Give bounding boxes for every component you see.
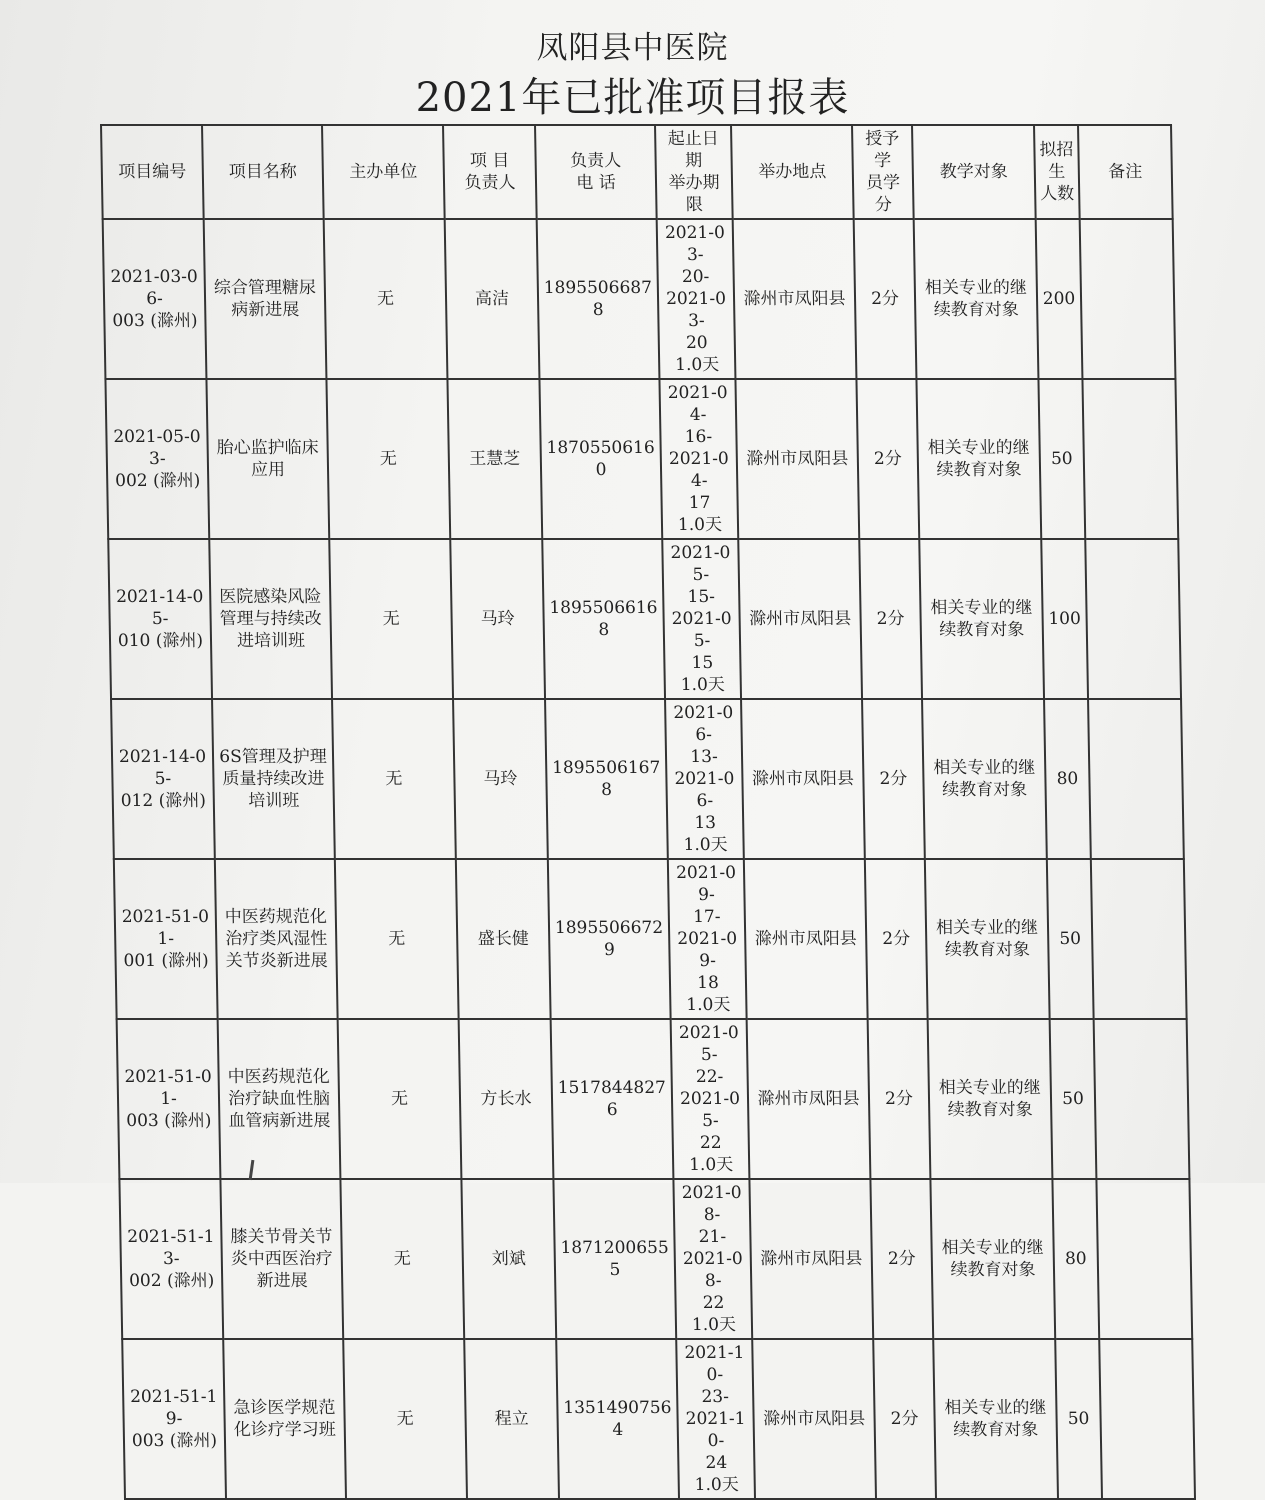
cell-venue: 滁州市凤阳县 (738, 539, 862, 699)
cell-code: 2021-05-03- 002 (滁州) (105, 379, 209, 539)
cell-phone: 18955066878 (537, 219, 660, 379)
cell-target: 相关专业的继 续教育对象 (922, 699, 1047, 859)
cell-quota: 200 (1036, 219, 1083, 379)
cell-host: 无 (335, 859, 459, 1019)
cell-note (1099, 1339, 1195, 1499)
cell-credit: 2分 (868, 1019, 931, 1179)
cell-target: 相关专业的继 续教育对象 (919, 539, 1044, 699)
cell-name: 中医药规范化 治疗缺血性脑 血管病新进展 (218, 1019, 341, 1179)
table-row (108, 539, 1181, 699)
project-report-table (100, 124, 1196, 1500)
cell-venue: 滁州市凤阳县 (752, 1339, 876, 1499)
cell-phone: 15178448276 (551, 1019, 674, 1179)
cell-note (1088, 699, 1184, 859)
cell-name: 急诊医学规范 化诊疗学习班 (223, 1339, 346, 1499)
document-title: 凤阳县中医院 (536, 30, 729, 66)
cell-host: 无 (324, 219, 448, 379)
header-row (101, 125, 1173, 219)
cell-code: 2021-51-01- 003 (滁州) (117, 1019, 221, 1179)
cell-leader: 王慧芝 (447, 379, 542, 539)
cell-name: 中医药规范化 治疗类风湿性 关节炎新进展 (215, 859, 338, 1019)
cell-dates: 2021-09- 17- 2021-09- 18 1.0天 (668, 859, 747, 1019)
cell-dates: 2021-05- 15- 2021-05- 15 1.0天 (662, 539, 741, 699)
cell-note (1094, 1019, 1190, 1179)
header-leader: 项 目 负责人 (443, 125, 537, 219)
cell-venue: 滁州市凤阳县 (747, 1019, 871, 1179)
cell-phone: 18705506160 (539, 379, 662, 539)
cell-host: 无 (326, 379, 450, 539)
header-credit: 授予 学 员学 分 (852, 125, 914, 219)
cell-credit: 2分 (856, 379, 919, 539)
header-dates: 起止日 期 举办期 限 (655, 125, 733, 219)
cell-target: 相关专业的继 续教育对象 (928, 1019, 1053, 1179)
cell-phone: 18955066168 (542, 539, 665, 699)
cell-credit: 2分 (865, 859, 928, 1019)
cell-quota: 50 (1050, 1019, 1097, 1179)
cell-name: 膝关节骨关节 炎中西医治疗 新进展 (220, 1179, 343, 1339)
cell-code: 2021-51-01- 001 (滁州) (114, 859, 218, 1019)
header-code: 项目编号 (101, 125, 204, 219)
table-row (117, 1019, 1190, 1179)
cell-note (1082, 379, 1178, 539)
table-row (103, 219, 1176, 379)
header-name: 项目名称 (202, 125, 324, 219)
table-row (114, 859, 1187, 1019)
cell-host: 无 (343, 1339, 467, 1499)
cell-dates: 2021-10- 23- 2021-10- 24 1.0天 (676, 1339, 755, 1499)
cell-quota: 100 (1041, 539, 1088, 699)
cell-name: 综合管理糖尿 病新进展 (204, 219, 327, 379)
header-note: 备注 (1078, 125, 1173, 219)
cell-dates: 2021-03- 20- 2021-03- 20 1.0天 (657, 219, 736, 379)
cell-leader: 方长水 (459, 1019, 554, 1179)
cell-quota: 80 (1044, 699, 1091, 859)
document-subtitle: 2021年已批准项目报表 (415, 75, 850, 121)
cell-venue: 滁州市凤阳县 (741, 699, 865, 859)
cell-target: 相关专业的继 续教育对象 (933, 1339, 1058, 1499)
cell-quota: 50 (1055, 1339, 1102, 1499)
cell-note (1091, 859, 1187, 1019)
cell-dates: 2021-06- 13- 2021-06- 13 1.0天 (665, 699, 744, 859)
cell-code: 2021-03-06- 003 (滁州) (103, 219, 207, 379)
cell-credit: 2分 (854, 219, 917, 379)
cell-name: 胎心监护临床 应用 (206, 379, 329, 539)
cell-leader: 盛长健 (456, 859, 551, 1019)
cell-phone: 18955066729 (548, 859, 671, 1019)
cell-phone: 18712006555 (553, 1179, 676, 1339)
cell-name: 医院感染风险 管理与持续改 进培训班 (209, 539, 332, 699)
table-row (111, 699, 1184, 859)
cell-quota: 80 (1052, 1179, 1099, 1339)
cell-venue: 滁州市凤阳县 (733, 219, 857, 379)
cell-quota: 50 (1047, 859, 1094, 1019)
cell-credit: 2分 (862, 699, 925, 859)
cell-credit: 2分 (859, 539, 922, 699)
cell-note (1085, 539, 1181, 699)
cell-name: 6S管理及护理 质量持续改进 培训班 (212, 699, 335, 859)
cell-quota: 50 (1038, 379, 1085, 539)
cell-target: 相关专业的继 续教育对象 (914, 219, 1039, 379)
cell-venue: 滁州市凤阳县 (735, 379, 859, 539)
cell-dates: 2021-04- 16- 2021-04- 17 1.0天 (659, 379, 738, 539)
header-quota: 拟招 生 人数 (1034, 125, 1080, 219)
cell-host: 无 (340, 1179, 464, 1339)
header-venue: 举办地点 (731, 125, 854, 219)
table-row (122, 1339, 1195, 1499)
cell-leader: 高洁 (445, 219, 540, 379)
cell-code: 2021-51-13- 002 (滁州) (119, 1179, 223, 1339)
cell-venue: 滁州市凤阳县 (749, 1179, 873, 1339)
cell-note (1096, 1179, 1192, 1339)
cell-dates: 2021-08- 21- 2021-08- 22 1.0天 (673, 1179, 752, 1339)
cell-target: 相关专业的继 续教育对象 (930, 1179, 1055, 1339)
cell-code: 2021-51-19- 003 (滁州) (122, 1339, 226, 1499)
cell-venue: 滁州市凤阳县 (744, 859, 868, 1019)
header-target: 教学对象 (912, 125, 1036, 219)
cell-phone: 18955061678 (545, 699, 668, 859)
cell-leader: 程立 (464, 1339, 559, 1499)
cell-target: 相关专业的继 续教育对象 (916, 379, 1041, 539)
cell-phone: 13514907564 (556, 1339, 679, 1499)
cell-note (1080, 219, 1176, 379)
cell-credit: 2分 (870, 1179, 933, 1339)
table-row (119, 1179, 1192, 1339)
header-phone: 负责人 电 话 (535, 125, 657, 219)
cell-host: 无 (332, 699, 456, 859)
header-host: 主办单位 (322, 125, 445, 219)
cell-leader: 马玲 (453, 699, 548, 859)
cell-host: 无 (329, 539, 453, 699)
cell-code: 2021-14-05- 012 (滁州) (111, 699, 215, 859)
cell-dates: 2021-05- 22- 2021-05- 22 1.0天 (671, 1019, 750, 1179)
cell-leader: 刘斌 (461, 1179, 556, 1339)
cell-code: 2021-14-05- 010 (滁州) (108, 539, 212, 699)
cell-host: 无 (338, 1019, 462, 1179)
cell-credit: 2分 (873, 1339, 936, 1499)
cell-leader: 马玲 (450, 539, 545, 699)
table-row (105, 379, 1178, 539)
cell-target: 相关专业的继 续教育对象 (925, 859, 1050, 1019)
